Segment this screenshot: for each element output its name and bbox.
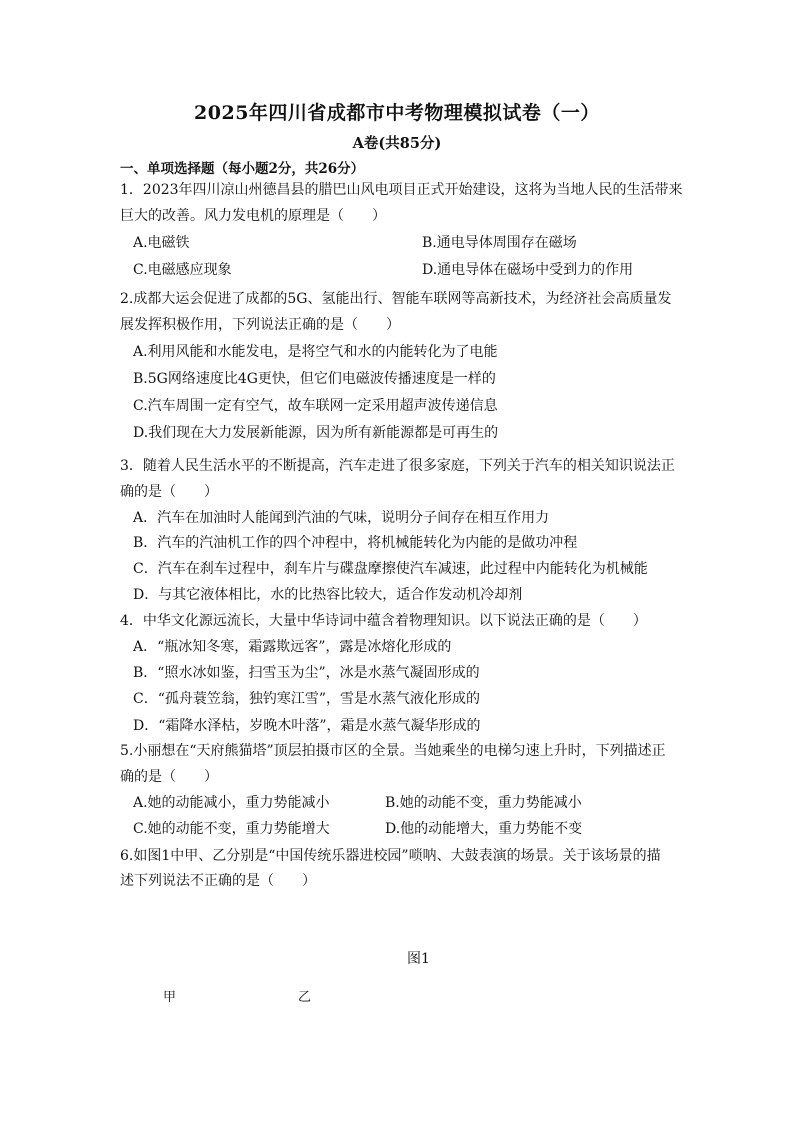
figure-label-yi: 乙 — [298, 990, 312, 1005]
q2-option-c: C.汽车周围一定有空气，故车联网一定采用超声波传递信息 — [133, 398, 498, 414]
q5-stem-line-1: 5.小丽想在“天府熊猫塔”顶层拍摄市区的全景。当她乘坐的电梯匀速上升时，下列描述正 — [120, 743, 666, 759]
q5-option-c: C.她的动能不变，重力势能增大 — [133, 821, 330, 837]
q2-option-d: D.我们现在大力发展新能源，因为所有新能源都是可再生的 — [133, 425, 499, 441]
exam-subtitle: A卷(共85分) — [352, 135, 442, 152]
q5-stem-line-2: 确的是（ ） — [120, 769, 218, 785]
section-heading: 一、单项选择题（每小题2分，共26分） — [120, 161, 365, 177]
q3-option-d: D．与其它液体相比，水的比热容比较大，适合作发动机冷却剂 — [133, 587, 523, 603]
q4-option-d: D．“霜降水泽枯，岁晚木叶落”，霜是水蒸气凝华形成的 — [133, 718, 481, 734]
q1-option-b: B.通电导体周围存在磁场 — [422, 235, 577, 251]
q4-option-a: A．“瓶冰知冬寒，霜露欺远客”，露是冰熔化形成的 — [133, 639, 452, 655]
q5-option-d: D.他的动能增大，重力势能不变 — [385, 821, 583, 837]
q2-option-a: A.利用风能和水能发电，是将空气和水的内能转化为了电能 — [133, 344, 498, 360]
q1-option-d: D.通电导体在磁场中受到力的作用 — [422, 262, 634, 278]
exam-title: 2025年四川省成都市中考物理模拟试卷（一） — [194, 102, 600, 124]
q3-option-b: B．汽车的汽油机工作的四个冲程中，将机械能转化为内能的是做功冲程 — [133, 535, 578, 551]
q3-option-a: A．汽车在加油时人能闻到汽油的气味，说明分子间存在相互作用力 — [133, 510, 550, 526]
q3-stem-line-1: 3．随着人民生活水平的不断提高，汽车走进了很多家庭，下列关于汽车的相关知识说法正 — [120, 458, 675, 474]
q4-option-b: B．“照水冰如鉴，扫雪玉为尘”，冰是水蒸气凝固形成的 — [133, 665, 480, 681]
q1-stem-line-1: 1．2023年四川凉山州德昌县的腊巴山风电项目正式开始建设，这将为当地人民的生活带来 — [120, 182, 683, 198]
q6-stem-line-2: 述下列说法不正确的是（ ） — [120, 873, 316, 889]
q5-option-b: B.她的动能不变，重力势能减小 — [385, 795, 582, 811]
q5-option-a: A.她的动能减小，重力势能减小 — [133, 795, 330, 811]
q4-option-c: C．“孤舟蓑笠翁，独钓寒江雪”，雪是水蒸气液化形成的 — [133, 691, 481, 707]
q1-option-a: A.电磁铁 — [133, 235, 190, 251]
q3-stem-line-2: 确的是（ ） — [120, 484, 218, 500]
q6-stem-line-1: 6.如图1中甲、乙分别是“中国传统乐器进校园”唢呐、大鼓表演的场景。关于该场景的描 — [120, 848, 661, 864]
q2-stem-line-2: 展发挥积极作用，下列说法正确的是（ ） — [120, 317, 400, 333]
q3-option-c: C．汽车在刹车过程中，刹车片与碟盘摩擦使汽车减速，此过程中内能转化为机械能 — [133, 561, 648, 577]
q2-stem-line-1: 2.成都大运会促进了成都的5G、氢能出行、智能车联网等高新技术，为经济社会高质量发 — [120, 291, 672, 307]
q1-stem-line-2: 巨大的改善。风力发电机的原理是（ ） — [120, 208, 386, 224]
figure-caption: 图1 — [407, 951, 430, 967]
q2-option-b: B.5G网络速度比4G更快，但它们电磁波传播速度是一样的 — [133, 371, 496, 387]
q4-stem-line-1: 4．中华文化源远流长，大量中华诗词中蕴含着物理知识。以下说法正确的是（ ） — [120, 613, 647, 629]
q1-option-c: C.电磁感应现象 — [133, 262, 232, 278]
figure-label-jia: 甲 — [163, 990, 177, 1005]
